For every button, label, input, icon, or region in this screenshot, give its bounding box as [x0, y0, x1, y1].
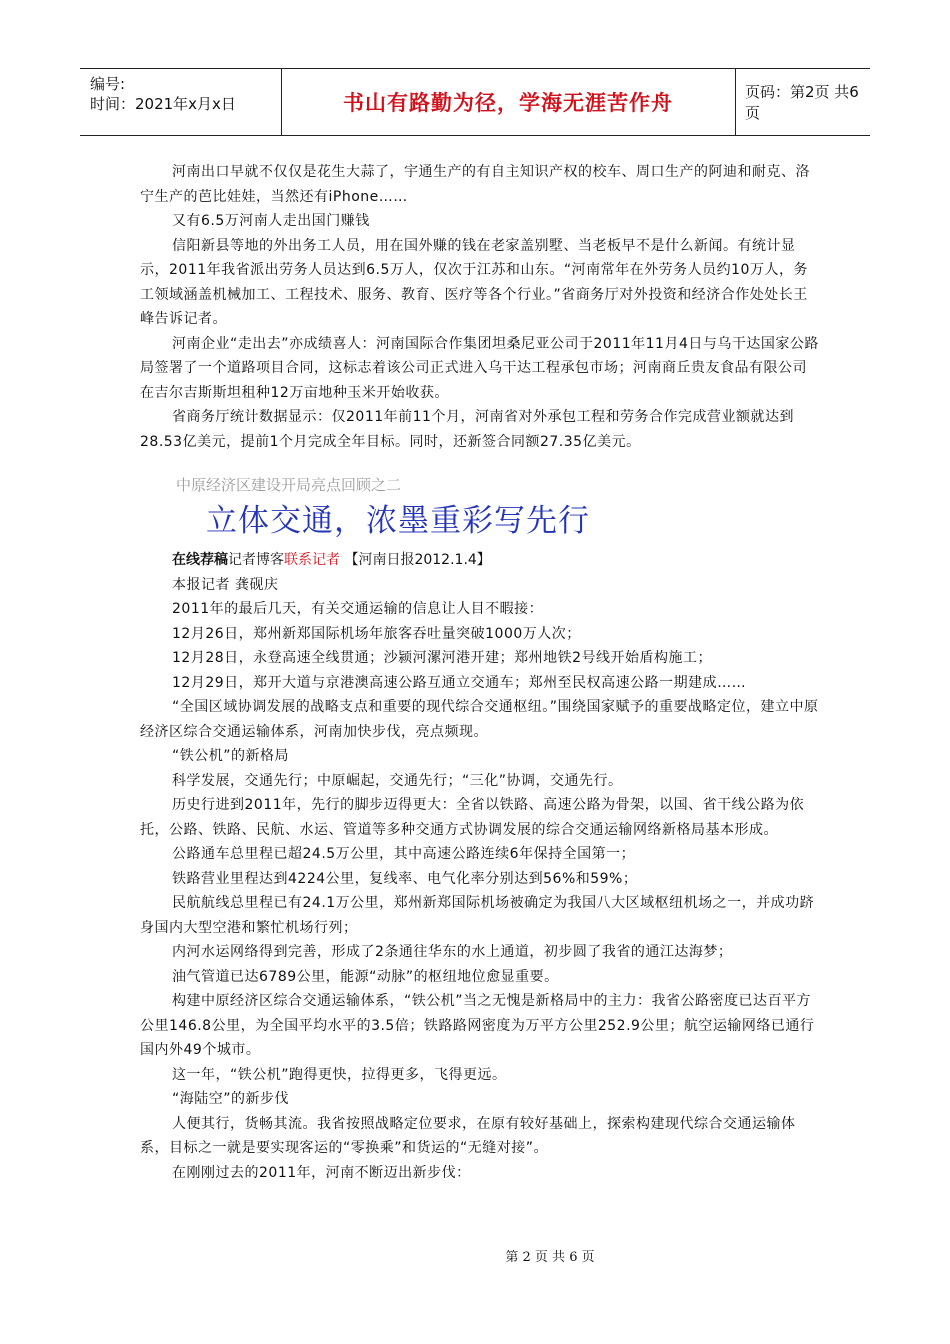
motto: 书山有路勤为径，学海无涯苦作舟 [343, 91, 673, 115]
paragraph: 内河水运网络得到完善，形成了2条通往华东的水上通道，初步圆了我省的通江达海梦； [172, 944, 733, 960]
spacer [140, 454, 820, 474]
paragraph: 铁路营业里程达到4224公里，复线率、电气化率分别达到56%和59%； [172, 870, 638, 887]
page-footer [0, 1246, 950, 1265]
page-header [80, 68, 870, 136]
source-label: 【河南日报2012.1.4】 [344, 552, 491, 568]
paragraph: 科学发展，交通先行；中原崛起，交通先行；“三化”协调，交通先行。 [172, 772, 623, 789]
paragraph: 公路通车总里程已超24.5万公里，其中高速公路连续6年保持全国第一； [172, 846, 636, 862]
recommend-link[interactable]: 在线荐稿 [172, 552, 228, 568]
byline [140, 548, 820, 573]
paragraph: 12月26日，郑州新郑国际机场年旅客吞吐量突破1000万人次； [172, 625, 581, 642]
paragraph: “全国区域协调发展的战略支点和重要的现代综合交通枢纽。”围绕国家赋予的重要战略定位，建立中原经济区综合交通运输体系，河南加快步伐，亮点频现。 [140, 699, 819, 740]
article-title: 立体交通，浓墨重彩写先行 [206, 503, 590, 539]
blog-link[interactable]: 记者博客 [228, 552, 284, 568]
paragraph: 12月28日，永登高速全线贯通；沙颍河漯河港开建；郑州地铁2号线开始盾构施工； [172, 650, 713, 666]
header-page-cell [735, 69, 870, 135]
header-motto-cell [281, 69, 736, 135]
paragraph: 河南企业“走出去”亦成绩喜人：河南国际合作集团坦桑尼亚公司于2011年11月4日与乌干达国家公路局签署了一个道路项目合同，这标志着该公司正式进入乌干达工程承包市场；河南商丘贵友食品有限公司在吉尔吉斯斯坦租种12万亩地种玉米开始收获。 [140, 335, 819, 401]
paragraph: 省商务厅统计数据显示：仅2011年前11个月，河南省对外承包工程和劳务合作完成营业额就达到28.53亿美元，提前1个月完成全年目标。同时，还新签合同额27.35亿美元。 [140, 409, 794, 450]
paragraph: 历史行进到2011年，先行的脚步迈得更大：全省以铁路、高速公路为骨架，以国、省干线公路为依托，公路、铁路、民航、水运、管道等多种交通方式协调发展的综合交通运输网络新格局基本形成。 [140, 797, 805, 838]
paragraph: 在刚刚过去的2011年，河南不断迈出新步伐： [172, 1164, 471, 1181]
paragraph: 民航航线总里程已有24.1万公里，郑州新郑国际机场被确定为我国八大区域枢纽机场之一，并成功跻身国内大型空港和繁忙机场行列； [140, 895, 815, 936]
contact-reporter-link[interactable]: 联系记者 [284, 552, 340, 568]
paragraph: 12月29日，郑开大道与京港澳高速公路互通立交通车；郑州至民权高速公路一期建成…… [172, 674, 747, 691]
paragraph: 这一年，“铁公机”跑得更快，拉得更多，飞得更远。 [172, 1066, 507, 1083]
paragraph: 本报记者 龚砚庆 [172, 576, 279, 593]
footer-page-number: 第 2 页 共 6 页 [505, 1250, 595, 1265]
section-heading: 又有6.5万河南人走出国门赚钱 [172, 213, 370, 229]
paragraph: 河南出口早就不仅仅是花生大蒜了，宇通生产的有自主知识产权的校车、周口生产的阿迪和耐克、洛宁生产的芭比娃娃，当然还有iPhone…… [140, 164, 810, 205]
section-heading: “铁公机”的新格局 [172, 748, 290, 764]
paragraph: 2011年的最后几天，有关交通运输的信息让人目不暇接： [172, 601, 544, 617]
serial-label: 编号: [90, 75, 126, 93]
date-label: 时间：2021年x月x日 [90, 95, 236, 113]
page-info: 页码：第2页 共6页 [745, 83, 859, 122]
paragraph: 信阳新县等地的外出务工人员，用在国外赚的钱在老家盖别墅、当老板早不是什么新闻。有统计显示，2011年我省派出劳务人员达到6.5万人，仅次于江苏和山东。“河南常年在外劳务人员约10万人，务工领域涵盖机械加工、工程技术、服务、教育、医疗等各个行业。”省商务厅对外投资和经济合作处处长王峰告诉记者。 [140, 237, 808, 327]
section-heading: “海陆空”的新步伐 [172, 1091, 290, 1107]
paragraph: 油气管道已达6789公里，能源“动脉”的枢纽地位愈显重要。 [172, 968, 559, 985]
series-label: 中原经济区建设开局亮点回顾之二 [176, 476, 402, 494]
document-body [140, 160, 820, 1185]
paragraph: 人便其行，货畅其流。我省按照战略定位要求，在原有较好基础上，探索构建现代综合交通运输体系，目标之一就是要实现客运的“零换乘”和货运的“无缝对接”。 [140, 1115, 796, 1156]
header-meta-cell [80, 69, 282, 135]
paragraph: 构建中原经济区综合交通运输体系，“铁公机”当之无愧是新格局中的主力：我省公路密度已达百平方公里146.8公里，为全国平均水平的3.5倍；铁路路网密度为万平方公里252.9公里；航空运输网络已通行国内外49个城市。 [140, 993, 815, 1058]
